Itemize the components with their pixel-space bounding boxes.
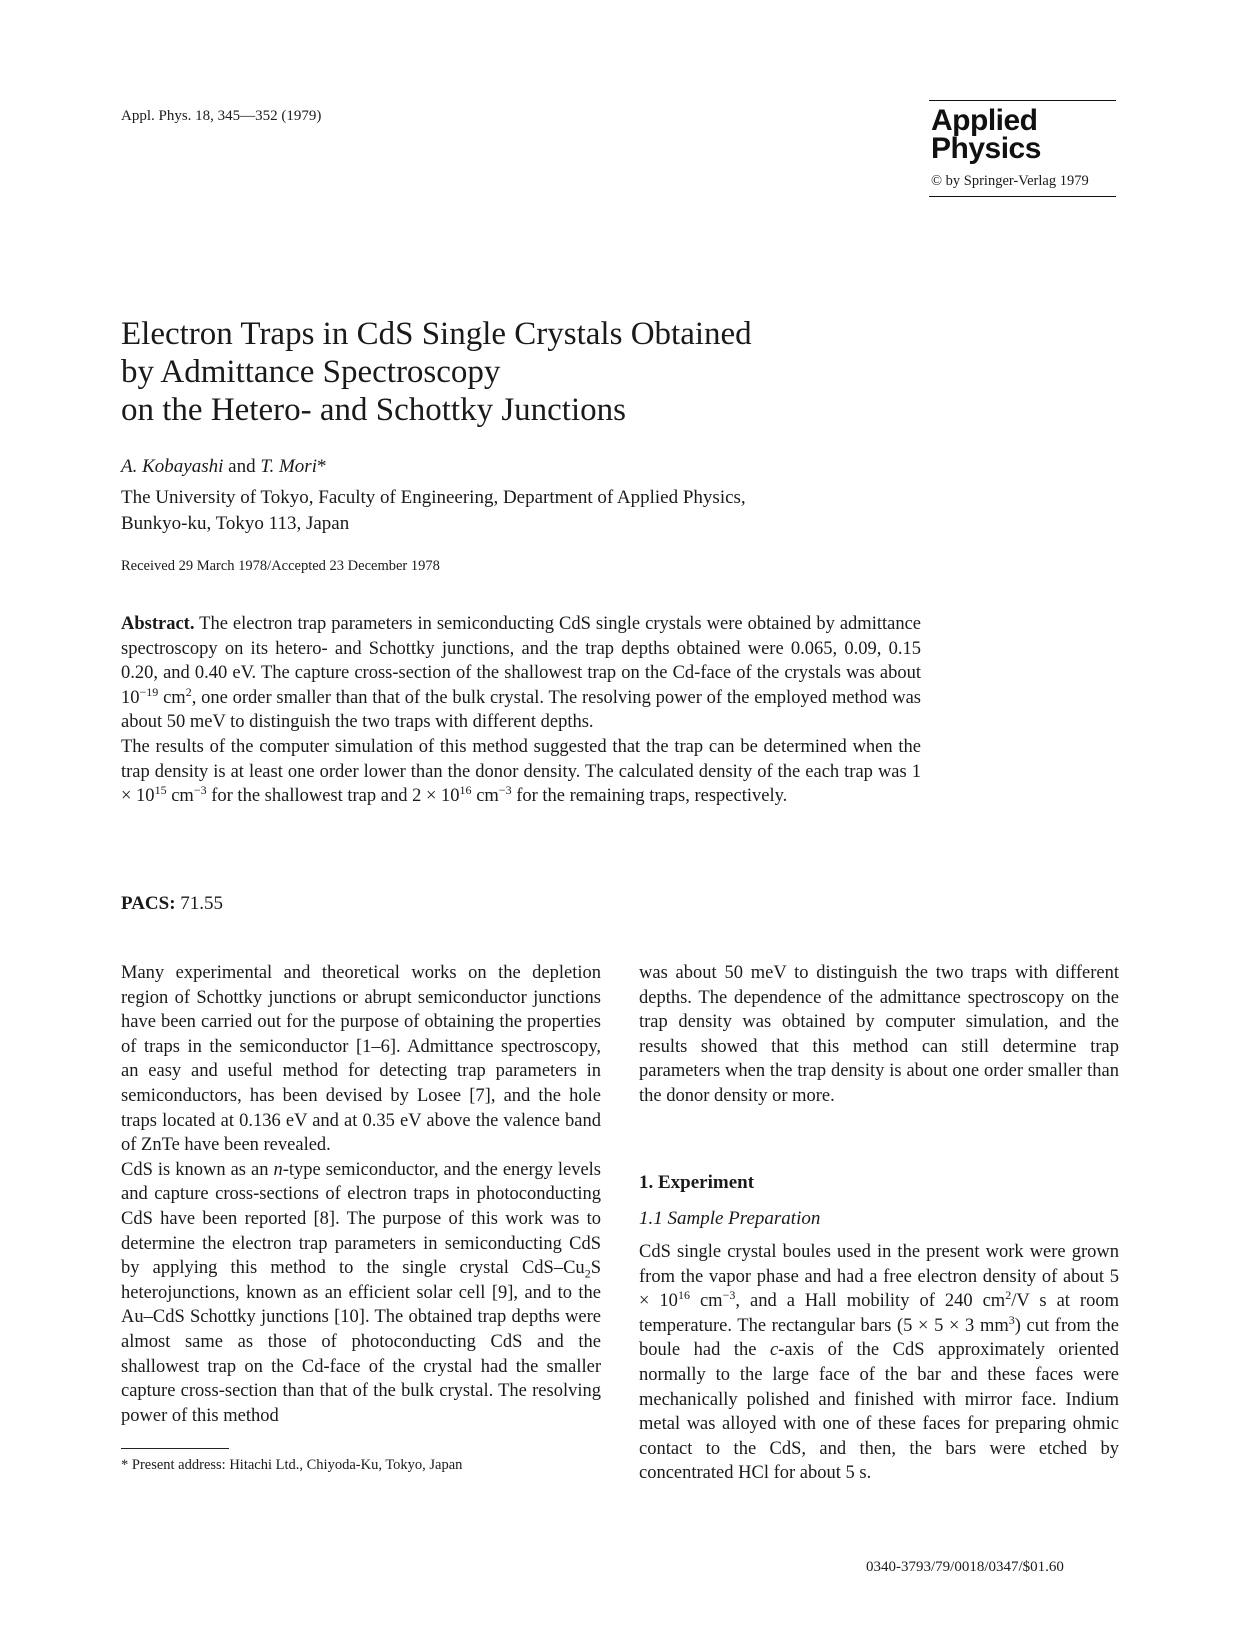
body-paragraph-4 — [639, 1240, 1119, 1486]
body-italic: c — [769, 1340, 779, 1361]
exponent: −3 — [722, 1288, 736, 1303]
exponent: 15 — [154, 783, 167, 797]
logo-top-rule — [929, 100, 1116, 101]
body-text: ) cut from the boule had the — [639, 1315, 1119, 1361]
body-text: CdS is known as an — [121, 1159, 274, 1180]
logo-bottom-rule — [929, 196, 1116, 197]
body-text: -axis of the CdS approximately oriented normally to the large face of the bar and these faces were mechanically polished and finished with mirror face. Indium metal was alloyed with one of these faces for preparing ohmic contact to the CdS, and then, the bars were etched by concentrated HCl for about 5 s. — [639, 1340, 1119, 1484]
exponent: 2 — [1005, 1288, 1012, 1303]
abstract-text: for the shallowest trap and 2 × 10 — [206, 786, 460, 807]
body-right-column-section — [639, 1240, 1119, 1486]
body-text: cm — [689, 1291, 723, 1312]
affiliation-line-1: The University of Tokyo, Faculty of Engineering, Department of Applied Physics, — [121, 487, 746, 508]
body-right-column — [639, 961, 1119, 1109]
abstract-text: cm — [166, 786, 194, 807]
footnote-rule — [121, 1448, 229, 1449]
affiliation — [121, 485, 921, 537]
abstract-text: The electron trap parameters in semiconducting CdS single crystals were obtained by admittance spectroscopy on its hetero- and Schottky junctions, and the trap depths obtained were 0.065, 0.09, 0.15 0.20, and 0.40 eV. The capture cross-section of the shallowest trap on the Cd-face of the crystals was about 10 — [121, 614, 921, 708]
body-paragraph-1: Many experimental and theoretical works on the depletion region of Schottky junctions or abrupt semiconductor junctions have been carried out for the purpose of obtaining the properties of traps in the semiconductor [1–6]. Admittance spectroscopy, an easy and useful method for detecting trap parameters in semiconductors, has been devised by Losee [7], and the hole traps located at 0.136 eV and at 0.35 eV above the valence band of ZnTe have been revealed. — [121, 963, 601, 1156]
body-text: , and a Hall mobility of 240 cm — [735, 1291, 1006, 1312]
journal-citation: Appl. Phys. 18, 345—352 (1979) — [121, 108, 322, 124]
received-dates: Received 29 March 1978/Accepted 23 December 1978 — [121, 558, 440, 574]
body-text: CdS single crystal boules used in the present work were grown from the vapor phase and had a free electron density of about 5 × 10 — [639, 1242, 1119, 1312]
logo-word-physics: Physics — [931, 132, 1041, 165]
section-heading: 1. Experiment — [639, 1172, 755, 1193]
pacs-value: 71.55 — [175, 893, 224, 914]
abstract-paragraph-1 — [121, 612, 921, 735]
body-left-column — [121, 961, 601, 1428]
abstract-text: , one order smaller than that of the bulk crystal. The resolving power of the employed method was about 50 meV to distinguish the two traps with different depths. — [121, 687, 921, 733]
exponent: 16 — [677, 1288, 690, 1303]
pacs-line — [121, 893, 223, 915]
body-text: -type semiconductor, and the energy levels and capture cross-sections of electron traps in photoconducting CdS have been reported [8]. The purpose of this work was to determine the electron trap parameters in semiconducting CdS by applying this method to the single crystal CdS–Cu — [121, 1159, 601, 1279]
footnote: * Present address: Hitachi Ltd., Chiyoda-Ku, Tokyo, Japan — [121, 1457, 463, 1473]
article-code: 0340-3793/79/0018/0347/$01.60 — [866, 1559, 1064, 1575]
copyright-notice: © by Springer-Verlag 1979 — [931, 173, 1089, 189]
exponent: 3 — [1008, 1312, 1015, 1327]
pacs-label: PACS: — [121, 893, 176, 914]
logo-word-applied: Applied — [931, 104, 1038, 137]
body-paragraph-2 — [121, 1158, 601, 1429]
author-separator: and — [223, 456, 261, 477]
author-footnote-mark: * — [317, 456, 327, 477]
exponent: −19 — [139, 684, 159, 699]
abstract-label: Abstract. — [121, 614, 195, 634]
subsection-heading: 1.1 Sample Preparation — [639, 1208, 821, 1229]
subscript: 2 — [584, 1266, 591, 1281]
author-2: T. Mori — [260, 456, 317, 477]
abstract — [121, 612, 921, 809]
title-line-3: on the Hetero- and Schottky Junctions — [121, 392, 626, 428]
paper-title — [121, 315, 752, 429]
body-italic: n — [273, 1159, 283, 1180]
exponent: 16 — [459, 783, 472, 797]
exponent: 2 — [185, 684, 192, 699]
affiliation-line-2: Bunkyo-ku, Tokyo 113, Japan — [121, 513, 350, 534]
body-paragraph-3: was about 50 meV to distinguish the two traps with different depths. The dependence of the admittance spectroscopy on the trap density was obtained by computer simulation, and the results showed that this method can still determine trap parameters when the trap density is about one order smaller than the donor density or more. — [639, 963, 1119, 1106]
author-1: A. Kobayashi — [121, 456, 224, 477]
title-line-1: Electron Traps in CdS Single Crystals Obtained — [121, 316, 752, 352]
abstract-text: for the remaining traps, respectively. — [511, 786, 788, 807]
exponent: −3 — [193, 783, 207, 797]
abstract-text: cm — [158, 687, 186, 708]
authors — [121, 456, 327, 478]
body-text: /V s at room temperature. The rectangular bars (5 × 5 × 3 mm — [639, 1291, 1119, 1336]
exponent: −3 — [498, 783, 512, 797]
journal-logo — [929, 100, 1116, 197]
body-text: S heterojunctions, known as an efficient solar cell [9], and to the Au–CdS Schottky junctions [10]. The obtained trap depths were almost same as those of photoconducting CdS and the shallowest trap on the Cd-face of the crystal had the smaller capture cross-section than that of the bulk crystal. The resolving power of this method — [121, 1258, 601, 1426]
abstract-text: cm — [471, 786, 499, 807]
abstract-text: The results of the computer simulation of this method suggested that the trap can be determined when the trap density is at least one order lower than the donor density. The calculated density of the each trap was 1 × 10 — [121, 736, 921, 807]
title-line-2: by Admittance Spectroscopy — [121, 354, 501, 390]
abstract-paragraph-2 — [121, 735, 921, 809]
